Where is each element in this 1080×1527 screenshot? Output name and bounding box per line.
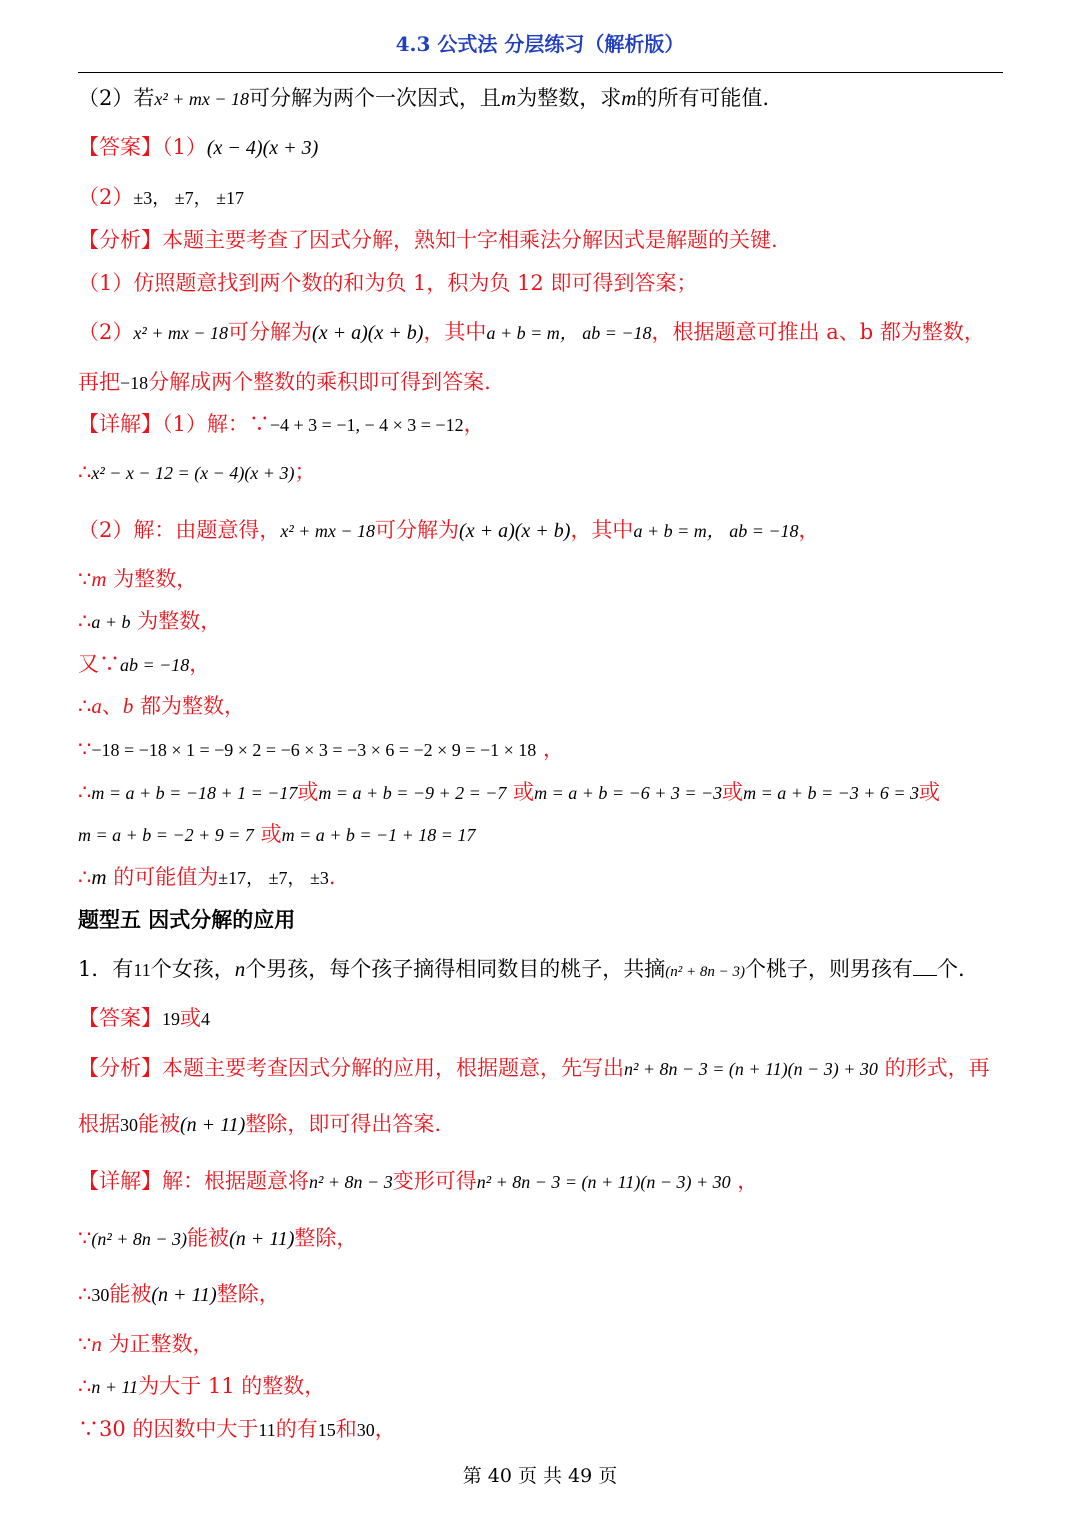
- math-number: 30: [356, 1420, 375, 1440]
- text: 为整数，求: [516, 86, 622, 110]
- text: 可分解为两个一次因式，且: [249, 86, 502, 110]
- because-symbol: ∵: [78, 1226, 92, 1250]
- analysis-text: 【分析】本题主要考查因式分解的应用，根据题意，先写出: [78, 1056, 624, 1080]
- text: 可分解为: [375, 518, 460, 542]
- math-expression: a + b: [91, 612, 131, 632]
- question-part-2: [78, 84, 769, 113]
- math-variable: a: [91, 694, 102, 718]
- math-expression: m = a + b = −18 + 1 = −17: [91, 783, 298, 803]
- math-expression: m = a + b = −1 + 18 = 17: [281, 825, 476, 845]
- analysis-line: [78, 226, 778, 254]
- text: ，: [463, 412, 485, 436]
- detail-line: [78, 410, 485, 439]
- text: ，: [189, 652, 211, 676]
- math-variable: b: [122, 694, 134, 718]
- text: 变形可得: [392, 1169, 477, 1193]
- text: 个男孩，每个孩子摘得相同数目的桃子，共摘: [245, 957, 666, 981]
- math-variable: m: [621, 86, 637, 110]
- text: （2）: [78, 185, 134, 209]
- detail-step: [78, 650, 210, 679]
- text: ，: [730, 1169, 759, 1193]
- text: 的有: [275, 1417, 318, 1441]
- math-expression: m = a + b = −6 + 3 = −3: [534, 783, 723, 803]
- math-expression: (n² + 8n − 3): [91, 1229, 188, 1249]
- math-variable: m: [91, 567, 107, 591]
- analysis-part-1: [78, 269, 697, 297]
- text: （2）: [78, 320, 134, 344]
- math-values: ±17， ±7， ±3: [218, 868, 329, 888]
- analysis-part-2: [78, 318, 985, 347]
- math-expression: (x − 4)(x + 3): [206, 137, 319, 159]
- text: 都为整数，: [133, 694, 246, 718]
- analysis-text: 【分析】本题主要考查了因式分解，熟知十字相乘法分解因式是解题的关键.: [78, 228, 778, 252]
- math-expression: a + b = m， ab = −18: [486, 323, 652, 343]
- section-title: 题型五 因式分解的应用: [78, 907, 296, 932]
- answer-blank: [913, 955, 937, 976]
- text: 或: [919, 780, 941, 804]
- therefore-symbol: ∴: [78, 1282, 92, 1306]
- math-expression: (n + 11): [229, 1228, 295, 1250]
- text: 的可能值为: [106, 865, 219, 889]
- text: 可分解为: [228, 320, 313, 344]
- answer-part-2: [78, 183, 244, 212]
- math-number: 19: [162, 1009, 180, 1029]
- page-number: 第 40 页 共 49 页: [462, 1465, 618, 1487]
- text: 1．有: [78, 957, 134, 981]
- math-expression: (n + 11): [180, 1114, 246, 1136]
- math-expression: m = a + b = −3 + 6 = 3: [743, 783, 920, 803]
- math-expression: −4 + 3 = −1, − 4 × 3 = −12: [269, 415, 464, 435]
- question-1: [78, 955, 965, 986]
- math-expression: n² + 8n − 3 = (n + 11)(n − 3) + 30: [476, 1172, 731, 1192]
- math-expression: (x + a)(x + b): [459, 520, 571, 542]
- text: 或: [253, 822, 282, 846]
- detail-step: [78, 820, 475, 849]
- text: 能被: [187, 1226, 230, 1250]
- text: 为整数，: [106, 567, 198, 591]
- math-variable: n: [234, 957, 246, 981]
- text: 为大于 11 的整数，: [138, 1374, 326, 1398]
- text: 、: [101, 694, 123, 718]
- text: 根据: [78, 1112, 120, 1136]
- section-heading: [78, 906, 295, 934]
- math-expression: x² + mx − 18: [154, 89, 250, 109]
- math-number: 30: [120, 1115, 138, 1135]
- detail-step: [78, 778, 940, 807]
- therefore-symbol: ∴: [78, 865, 92, 889]
- math-expression: (x + a)(x + b): [312, 322, 424, 344]
- analysis-line: [78, 1054, 990, 1083]
- detail-step: [78, 1330, 214, 1358]
- text: 整除，: [294, 1226, 358, 1250]
- text: ，其中: [423, 320, 487, 344]
- answer-line: [78, 1004, 210, 1033]
- math-expression: m = a + b = −9 + 2 = −7: [318, 783, 507, 803]
- text: 的所有可能值.: [636, 86, 770, 110]
- header-divider: [78, 72, 1003, 73]
- text: ∵30 的因数中大于: [78, 1417, 259, 1441]
- text: 分解成两个整数的乘积即可得到答案.: [148, 370, 491, 394]
- math-expression: x² − x − 12 = (x − 4)(x + 3): [91, 463, 295, 483]
- math-number: 30: [91, 1285, 110, 1305]
- detail-conclusion: [78, 863, 336, 892]
- because-symbol: ∵: [78, 1332, 92, 1356]
- text: ；: [294, 460, 316, 484]
- text: .: [328, 865, 336, 889]
- math-expression: (n + 11): [151, 1284, 217, 1306]
- text: 能被: [138, 1112, 180, 1136]
- detail-step: [78, 1280, 280, 1309]
- text: 整除，: [216, 1282, 280, 1306]
- detail-line: [78, 1167, 758, 1196]
- text: 的形式，再: [877, 1056, 990, 1080]
- therefore-symbol: ∴: [78, 1374, 92, 1398]
- math-variable: n: [91, 1332, 102, 1356]
- analysis-line-cont: [78, 1110, 441, 1139]
- detail-label: 【详解】解：根据题意将: [78, 1169, 309, 1193]
- therefore-symbol: ∴: [78, 609, 92, 633]
- math-expression: m = a + b = −2 + 9 = 7: [78, 825, 254, 845]
- detail-step: [78, 1415, 396, 1444]
- math-expression: x² + mx − 18: [133, 323, 229, 343]
- math-number: 15: [317, 1420, 336, 1440]
- text: 个.: [936, 957, 965, 981]
- math-variable: m: [501, 86, 517, 110]
- page-header-title: 4.3 公式法 分层练习（解析版）: [395, 32, 685, 56]
- text: 又∵: [78, 652, 120, 676]
- math-number: 4: [201, 1009, 210, 1029]
- math-variable: m: [91, 865, 107, 889]
- math-expression: n² + 8n − 3: [309, 1172, 393, 1192]
- detail-step: [78, 565, 197, 593]
- therefore-symbol: ∴: [78, 780, 92, 804]
- text: 或: [722, 780, 744, 804]
- text: ，其中: [570, 518, 634, 542]
- detail-label: 【详解】（1）解：∵: [78, 412, 270, 436]
- text: （2）解：由题意得，: [78, 518, 281, 542]
- text: 或: [180, 1006, 201, 1030]
- text: 整除，即可得出答案.: [245, 1112, 442, 1136]
- math-expression: n + 11: [91, 1377, 139, 1397]
- answer-line: [78, 133, 318, 162]
- math-expression: n² + 8n − 3 = (n + 11)(n − 3) + 30: [624, 1059, 878, 1079]
- text: （2）若: [78, 86, 155, 110]
- because-symbol: ∵: [78, 737, 92, 761]
- text: 为整数，: [130, 609, 222, 633]
- text: 能被: [109, 1282, 152, 1306]
- math-expression: ab = −18: [120, 655, 190, 675]
- analysis-text: （1）仿照题意找到两个数的和为负 1，积为负 12 即可得到答案；: [78, 271, 698, 295]
- answer-label: 【答案】（1）: [78, 135, 207, 159]
- math-values: ±3， ±7， ±17: [133, 188, 245, 208]
- therefore-symbol: ∴: [78, 460, 92, 484]
- answer-label: 【答案】: [78, 1006, 162, 1030]
- math-number: 11: [133, 960, 151, 980]
- text: ，: [798, 518, 820, 542]
- detail-step: [78, 458, 315, 487]
- text: ，: [536, 737, 564, 761]
- detail-step: [78, 1224, 357, 1253]
- text: 或: [297, 780, 319, 804]
- text: 为正整数，: [101, 1332, 214, 1356]
- text: 个桃子，则男孩有: [744, 957, 913, 981]
- text: ，根据题意可推出 a、b 都为整数，: [651, 320, 985, 344]
- analysis-part-2-cont: [78, 368, 491, 397]
- detail-step: [78, 735, 564, 764]
- detail-step: [78, 692, 245, 720]
- text: 或: [506, 780, 535, 804]
- math-expression: x² + mx − 18: [280, 521, 376, 541]
- text: 和: [335, 1417, 357, 1441]
- detail-part-2: [78, 516, 820, 545]
- math-expression: (n² + 8n − 3): [665, 964, 745, 980]
- because-symbol: ∵: [78, 567, 92, 591]
- math-expression: a + b = m， ab = −18: [633, 521, 799, 541]
- text: 再把: [78, 370, 120, 394]
- math-number: 11: [258, 1420, 276, 1440]
- math-expression: −18 = −18 × 1 = −9 × 2 = −6 × 3 = −3 × 6 = −2 × 9 = −1 × 18: [91, 740, 537, 760]
- math-number: −18: [120, 373, 149, 393]
- detail-step: [78, 607, 221, 636]
- text: ，: [374, 1417, 396, 1441]
- text: 个女孩，: [150, 957, 235, 981]
- therefore-symbol: ∴: [78, 694, 92, 718]
- detail-step: [78, 1372, 325, 1401]
